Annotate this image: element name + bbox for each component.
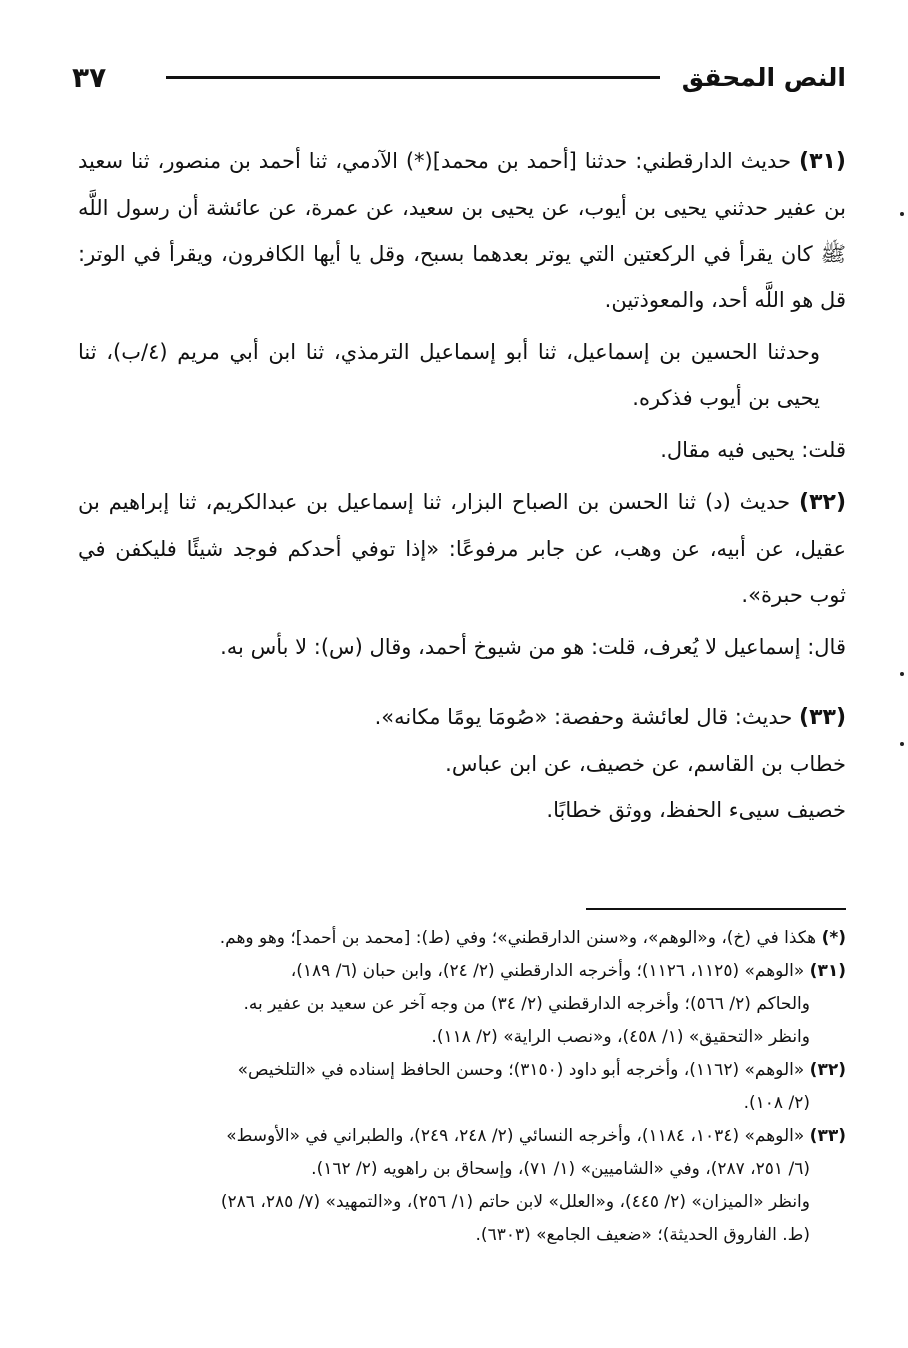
spacer	[78, 676, 846, 694]
footnote-marker: (٣١)	[809, 961, 846, 981]
hadith-31	[78, 138, 846, 323]
footnote-marker: (٣٢)	[809, 1060, 846, 1080]
chapter-title: النص المحقق	[681, 62, 846, 92]
hadith-31-comment: قلت: يحيى فيه مقال.	[660, 438, 846, 462]
footnote-33	[78, 1120, 846, 1252]
header-rule	[166, 76, 660, 79]
footnote-text: «الوهم» (١١٦٢)، وأخرجه أبو داود (٣١٥٠)؛ وحسن الحافظ إسناده في «التلخيص»	[237, 1060, 805, 1080]
footnote-text: (٢/ ١٠٨).	[743, 1093, 810, 1113]
hadith-32	[78, 479, 846, 618]
main-text	[78, 138, 846, 833]
hadith-32-comment: قال: إسماعيل لا يُعرف، قلت: هو من شيوخ أحمد، وقال (س): لا بأس به.	[220, 635, 846, 659]
footnote-text: (٦/ ٢٥١، ٢٨٧)، وفي «الشاميين» (١/ ٧١)، وإسحاق بن راهويه (٢/ ١٦٢).	[311, 1159, 810, 1179]
hadith-31-chain: وحدثنا الحسين بن إسماعيل، ثنا أبو إسماعيل الترمذي، ثنا ابن أبي مريم (٤/ب)، ثنا يحيى بن أيوب فذكره.	[78, 340, 820, 410]
hadith-number: (٣١)	[799, 149, 846, 174]
footnote-marker: (٣٣)	[809, 1126, 846, 1146]
footnote-text: «الوهم» (١١٢٥، ١١٢٦)؛ وأخرجه الدارقطني (٢/ ٢٤)، وابن حبان (٦/ ١٨٩)،	[290, 961, 805, 981]
scan-speck	[900, 212, 904, 216]
footnote-32	[78, 1054, 846, 1120]
footnote-text: وانظر «التحقيق» (١/ ٤٥٨)، و«نصب الراية» (٢/ ١١٨).	[431, 1027, 810, 1047]
hadith-number: (٣٢)	[799, 490, 846, 515]
footnote-separator	[586, 908, 846, 910]
footnote-text: والحاكم (٢/ ٥٦٦)؛ وأخرجه الدارقطني (٢/ ٣٤) من وجه آخر عن سعيد بن عفير به.	[243, 994, 810, 1014]
hadith-text: حديث (د) ثنا الحسن بن الصباح البزار، ثنا إسماعيل بن عبدالكريم، ثنا إبراهيم بن عقيل، عن أبيه، عن وهب، عن جابر مرفوعًا: «إذا توفي أحدكم فوجد شيئًا فليكفن في ثوب حبرة».	[78, 490, 846, 607]
running-header	[72, 52, 846, 102]
footnote-text: (ط. الفاروق الحديثة)؛ «ضعيف الجامع» (٦٣٠٣).	[475, 1225, 810, 1245]
hadith-33-chain: خطاب بن القاسم، عن خصيف، عن ابن عباس.	[445, 752, 846, 776]
footnote-marker: (*)	[821, 928, 846, 948]
hadith-33	[78, 694, 846, 741]
scan-speck	[900, 672, 904, 676]
hadith-33-comment: خصيف سيىء الحفظ، ووثق خطابًا.	[546, 798, 846, 822]
scan-speck	[900, 742, 904, 746]
hadith-text: حديث: قال لعائشة وحفصة: «صُومَا يومًا مكانه».	[374, 705, 793, 729]
hadith-number: (٣٣)	[799, 705, 846, 730]
footnote-31	[78, 955, 846, 1054]
page-number: ٣٧	[72, 60, 107, 94]
footnote-star	[78, 922, 846, 955]
footnotes	[78, 922, 846, 1252]
footnote-text: وانظر «الميزان» (٢/ ٤٤٥)، و«العلل» لابن حاتم (١/ ٢٥٦)، و«التمهيد» (٧/ ٢٨٥، ٢٨٦)	[220, 1192, 810, 1212]
footnote-text: «الوهم» (١٠٣٤، ١١٨٤)، وأخرجه النسائي (٢/ ٢٤٨، ٢٤٩)، والطبراني في «الأوسط»	[226, 1126, 805, 1146]
hadith-text: حديث الدارقطني: حدثنا [أحمد بن محمد](*) الآدمي، ثنا أحمد بن منصور، ثنا سعيد بن عفير حدثني يحيى بن أيوب، عن يحيى بن سعيد، عن عمرة، عن عائشة أن رسول اللَّه ﷺ كان يقرأ في الركعتين التي يوتر بعدهما بسبح، وقل يا أيها الكافرون، ويقرأ في الوتر: قل هو اللَّه أحد، والمعوذتين.	[78, 149, 846, 312]
footnote-text: هكذا في (خ)، و«الوهم»، و«سنن الدارقطني»؛ وفي (ط): [محمد بن أحمد]؛ وهو وهم.	[219, 928, 817, 948]
